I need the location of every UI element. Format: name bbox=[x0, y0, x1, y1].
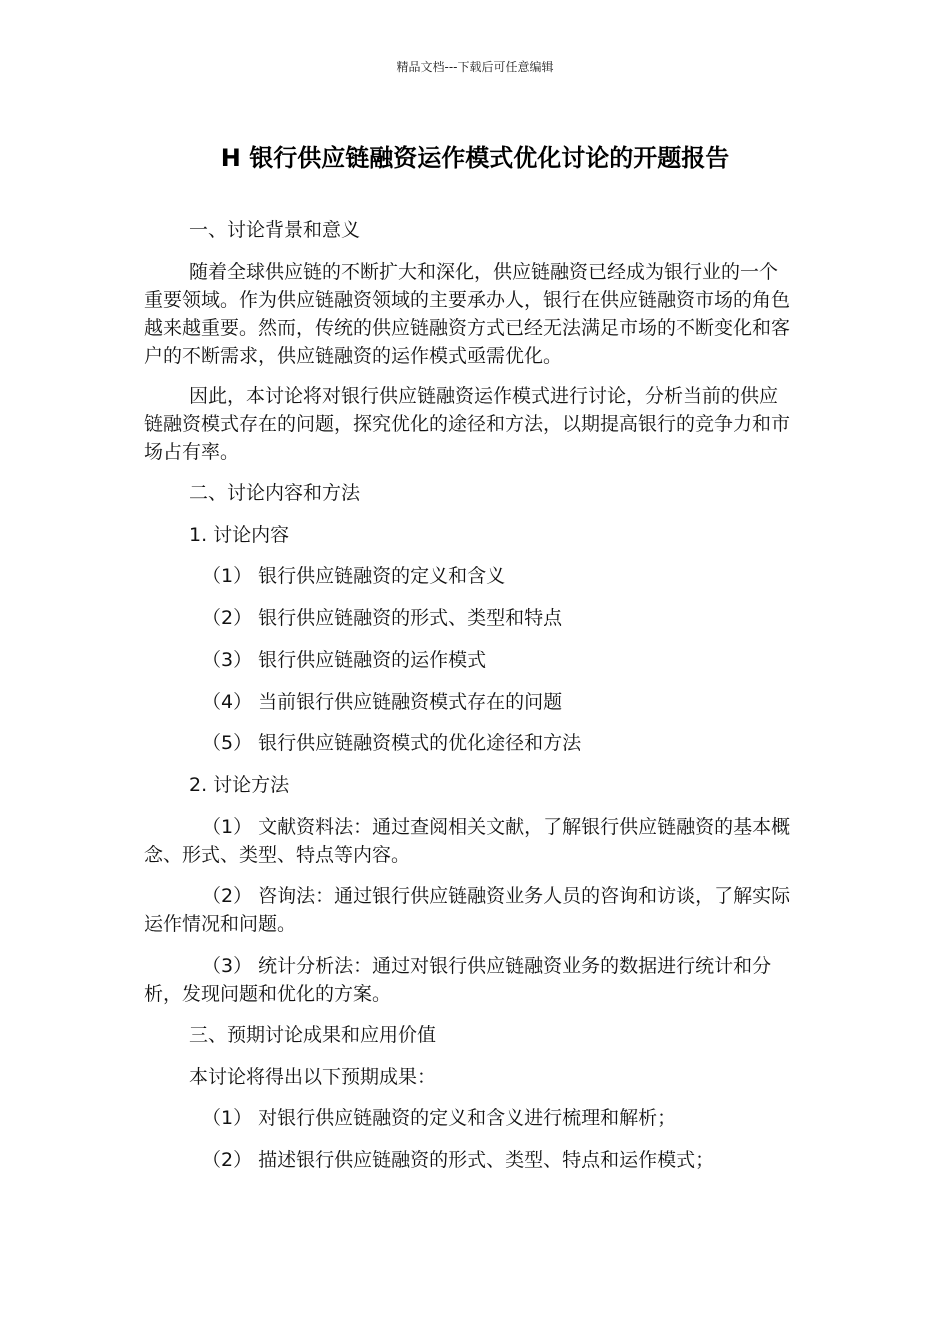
list-item-method-2 bbox=[144, 882, 794, 938]
subsection-heading-content bbox=[144, 521, 794, 549]
paragraph-text: 随着全球供应链的不断扩大和深化，供应链融资已经成为银行业的一个重要领域。作为供应链融资领域的主要承办人，银行在供应链融资市场的角色越来越重要。然而，传统的供应链融资方式已经无法满足市场的不断变化和客户的不断需求，供应链融资的运作模式亟需优化。 bbox=[144, 261, 791, 367]
page-header: 精品文档---下载后可任意编辑 bbox=[396, 60, 554, 74]
list-item-content-4 bbox=[144, 688, 794, 716]
section-heading-2 bbox=[144, 479, 794, 507]
paragraph-text: 因此，本讨论将对银行供应链融资运作模式进行讨论，分析当前的供应链融资模式存在的问题，探究优化的途径和方法，以期提高银行的竞争力和市场占有率。 bbox=[144, 385, 791, 463]
paragraph-text: （2） 描述银行供应链融资的形式、类型、特点和运作模式； bbox=[202, 1149, 715, 1171]
document-title: H 银行供应链融资运作模式优化讨论的开题报告 bbox=[220, 144, 730, 172]
paragraph-text: 二、讨论内容和方法 bbox=[189, 482, 361, 504]
paragraph-purpose bbox=[144, 382, 794, 466]
paragraph-text: （2） 咨询法：通过银行供应链融资业务人员的咨询和访谈，了解实际运作情况和问题。 bbox=[144, 885, 791, 935]
paragraph-text: 1. 讨论内容 bbox=[189, 524, 290, 546]
list-item-content-1 bbox=[144, 562, 794, 590]
list-item-method-1 bbox=[144, 813, 794, 869]
paragraph-expected-intro bbox=[144, 1063, 794, 1091]
subsection-heading-method bbox=[144, 771, 794, 799]
paragraph-text: （4） 当前银行供应链融资模式存在的问题 bbox=[202, 691, 563, 713]
paragraph-background bbox=[144, 258, 794, 370]
paragraph-text: 本讨论将得出以下预期成果： bbox=[189, 1066, 437, 1088]
paragraph-text: （5） 银行供应链融资模式的优化途径和方法 bbox=[202, 732, 582, 754]
section-heading-1 bbox=[144, 216, 794, 244]
paragraph-text: 三、预期讨论成果和应用价值 bbox=[189, 1024, 437, 1046]
list-item-result-2 bbox=[144, 1146, 794, 1174]
paragraph-text: （1） 文献资料法：通过查阅相关文献，了解银行供应链融资的基本概念、形式、类型、特点等内容。 bbox=[144, 816, 791, 866]
list-item-method-3 bbox=[144, 952, 794, 1008]
paragraph-text: 2. 讨论方法 bbox=[189, 774, 290, 796]
section-heading-3 bbox=[144, 1021, 794, 1049]
paragraph-text: （3） 银行供应链融资的运作模式 bbox=[202, 649, 487, 671]
paragraph-text: （1） 对银行供应链融资的定义和含义进行梳理和解析； bbox=[202, 1107, 677, 1129]
paragraph-text: （3） 统计分析法：通过对银行供应链融资业务的数据进行统计和分析，发现问题和优化的方案。 bbox=[144, 955, 772, 1005]
list-item-content-2 bbox=[144, 604, 794, 632]
paragraph-text: （1） 银行供应链融资的定义和含义 bbox=[202, 565, 506, 587]
list-item-result-1 bbox=[144, 1104, 794, 1132]
list-item-content-3 bbox=[144, 646, 794, 674]
paragraph-text: （2） 银行供应链融资的形式、类型和特点 bbox=[202, 607, 563, 629]
list-item-content-5 bbox=[144, 729, 794, 757]
paragraph-text: 一、讨论背景和意义 bbox=[189, 219, 361, 241]
